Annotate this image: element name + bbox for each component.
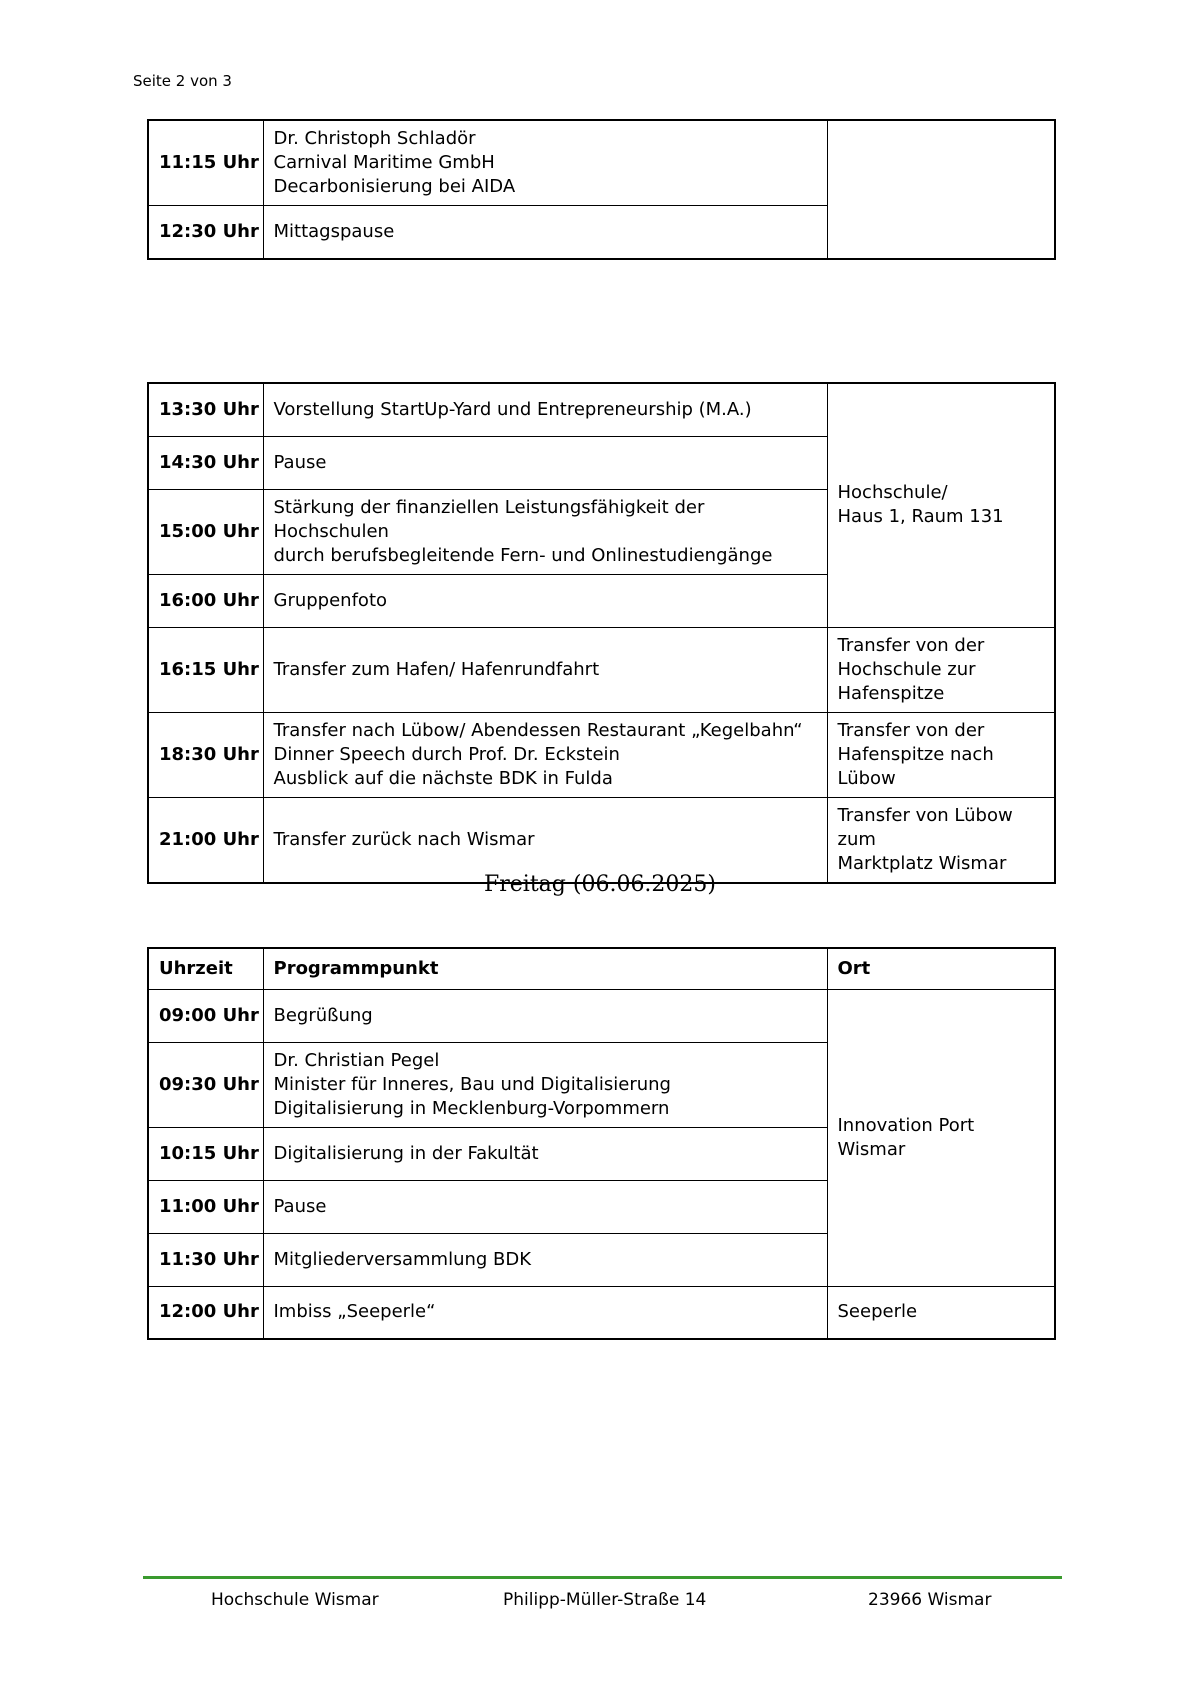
- table-header-row: [148, 948, 1055, 989]
- location-cell: [827, 797, 1055, 883]
- program-cell: Imbiss „Seeperle“: [263, 1286, 827, 1339]
- time-cell: 09:30 Uhr: [148, 1042, 263, 1127]
- program-line: Carnival Maritime GmbH: [273, 152, 495, 173]
- program-line: Stärkung der finanziellen Leistungsfähigkeit der Hochschulen: [273, 496, 705, 542]
- location-line: Hafenspitze: [837, 682, 945, 704]
- time-cell: 15:00 Uhr: [148, 489, 263, 574]
- location-line: Transfer von Lübow zum: [837, 804, 1013, 850]
- program-line: Dr. Christoph Schladör: [273, 128, 476, 149]
- time-cell: 11:15 Uhr: [148, 120, 263, 206]
- program-cell: Gruppenfoto: [263, 574, 827, 627]
- location-line: Transfer von der: [837, 719, 985, 741]
- program-line: Digitalisierung in Mecklenburg-Vorpommern: [273, 1097, 670, 1119]
- table-row: [148, 627, 1055, 712]
- location-line: Marktplatz Wismar: [837, 852, 1007, 874]
- time-cell: 10:15 Uhr: [148, 1127, 263, 1180]
- schedule-table-afternoon: [147, 382, 1056, 884]
- table-row: [148, 797, 1055, 883]
- location-line: Haus 1, Raum 131: [837, 506, 1004, 528]
- location-cell: [827, 627, 1055, 712]
- location-cell: [827, 712, 1055, 797]
- column-header-program: Programmpunkt: [263, 948, 827, 989]
- table-row: [148, 383, 1055, 436]
- program-line: Transfer nach Lübow/ Abendessen Restaurant „Kegelbahn“: [273, 719, 803, 741]
- time-cell: 13:30 Uhr: [148, 383, 263, 436]
- table-row: [148, 1286, 1055, 1339]
- program-cell: Vorstellung StartUp-Yard und Entrepreneurship (M.A.): [263, 383, 827, 436]
- program-cell: [263, 489, 827, 574]
- location-line: Hafenspitze nach: [837, 743, 994, 765]
- time-cell: 18:30 Uhr: [148, 712, 263, 797]
- program-cell: Mitgliederversammlung BDK: [263, 1233, 827, 1286]
- time-cell: 16:00 Uhr: [148, 574, 263, 627]
- table-row: [148, 120, 1055, 206]
- footer-city: 23966 Wismar: [868, 1590, 992, 1610]
- location-line: Hochschule/: [837, 482, 948, 504]
- program-cell: [263, 712, 827, 797]
- footer-divider: [143, 1576, 1062, 1579]
- column-header-location: Ort: [827, 948, 1055, 989]
- program-cell: Pause: [263, 436, 827, 489]
- table-row: [148, 989, 1055, 1042]
- program-cell: [263, 1042, 827, 1127]
- location-cell: Seeperle: [827, 1286, 1055, 1339]
- program-line: durch berufsbegleitende Fern- und Onlinestudiengänge: [273, 544, 773, 566]
- program-cell: Begrüßung: [263, 989, 827, 1042]
- location-cell: Innovation Port Wismar: [827, 989, 1055, 1286]
- location-line: Lübow: [837, 767, 896, 789]
- program-line: Ausblick auf die nächste BDK in Fulda: [273, 767, 613, 789]
- time-cell: 12:00 Uhr: [148, 1286, 263, 1339]
- program-line: Dr. Christian Pegel: [273, 1049, 440, 1071]
- day-heading: Freitag (06.06.2025): [484, 872, 716, 897]
- program-cell: Mittagspause: [263, 206, 827, 259]
- location-line: Transfer von der: [837, 634, 985, 656]
- program-cell: Transfer zurück nach Wismar: [263, 797, 827, 883]
- time-cell: 14:30 Uhr: [148, 436, 263, 489]
- schedule-table-friday: [147, 947, 1056, 1340]
- program-cell: [263, 120, 827, 206]
- schedule-table-morning: [147, 119, 1056, 260]
- footer-street: Philipp-Müller-Straße 14: [503, 1590, 707, 1610]
- program-cell: Pause: [263, 1180, 827, 1233]
- column-header-time: Uhrzeit: [148, 948, 263, 989]
- location-cell: [827, 383, 1055, 627]
- page-number: Seite 2 von 3: [133, 72, 232, 90]
- location-cell: [827, 120, 1055, 259]
- time-cell: 09:00 Uhr: [148, 989, 263, 1042]
- program-line: Dinner Speech durch Prof. Dr. Eckstein: [273, 743, 620, 765]
- table-row: [148, 712, 1055, 797]
- time-cell: 12:30 Uhr: [148, 206, 263, 259]
- program-line: Decarbonisierung bei AIDA: [273, 176, 516, 197]
- program-cell: Digitalisierung in der Fakultät: [263, 1127, 827, 1180]
- location-line: Hochschule zur: [837, 658, 976, 680]
- time-cell: 11:00 Uhr: [148, 1180, 263, 1233]
- program-line: Minister für Inneres, Bau und Digitalisierung: [273, 1073, 671, 1095]
- time-cell: 11:30 Uhr: [148, 1233, 263, 1286]
- time-cell: 21:00 Uhr: [148, 797, 263, 883]
- time-cell: 16:15 Uhr: [148, 627, 263, 712]
- program-cell: Transfer zum Hafen/ Hafenrundfahrt: [263, 627, 827, 712]
- footer-institution: Hochschule Wismar: [211, 1590, 379, 1610]
